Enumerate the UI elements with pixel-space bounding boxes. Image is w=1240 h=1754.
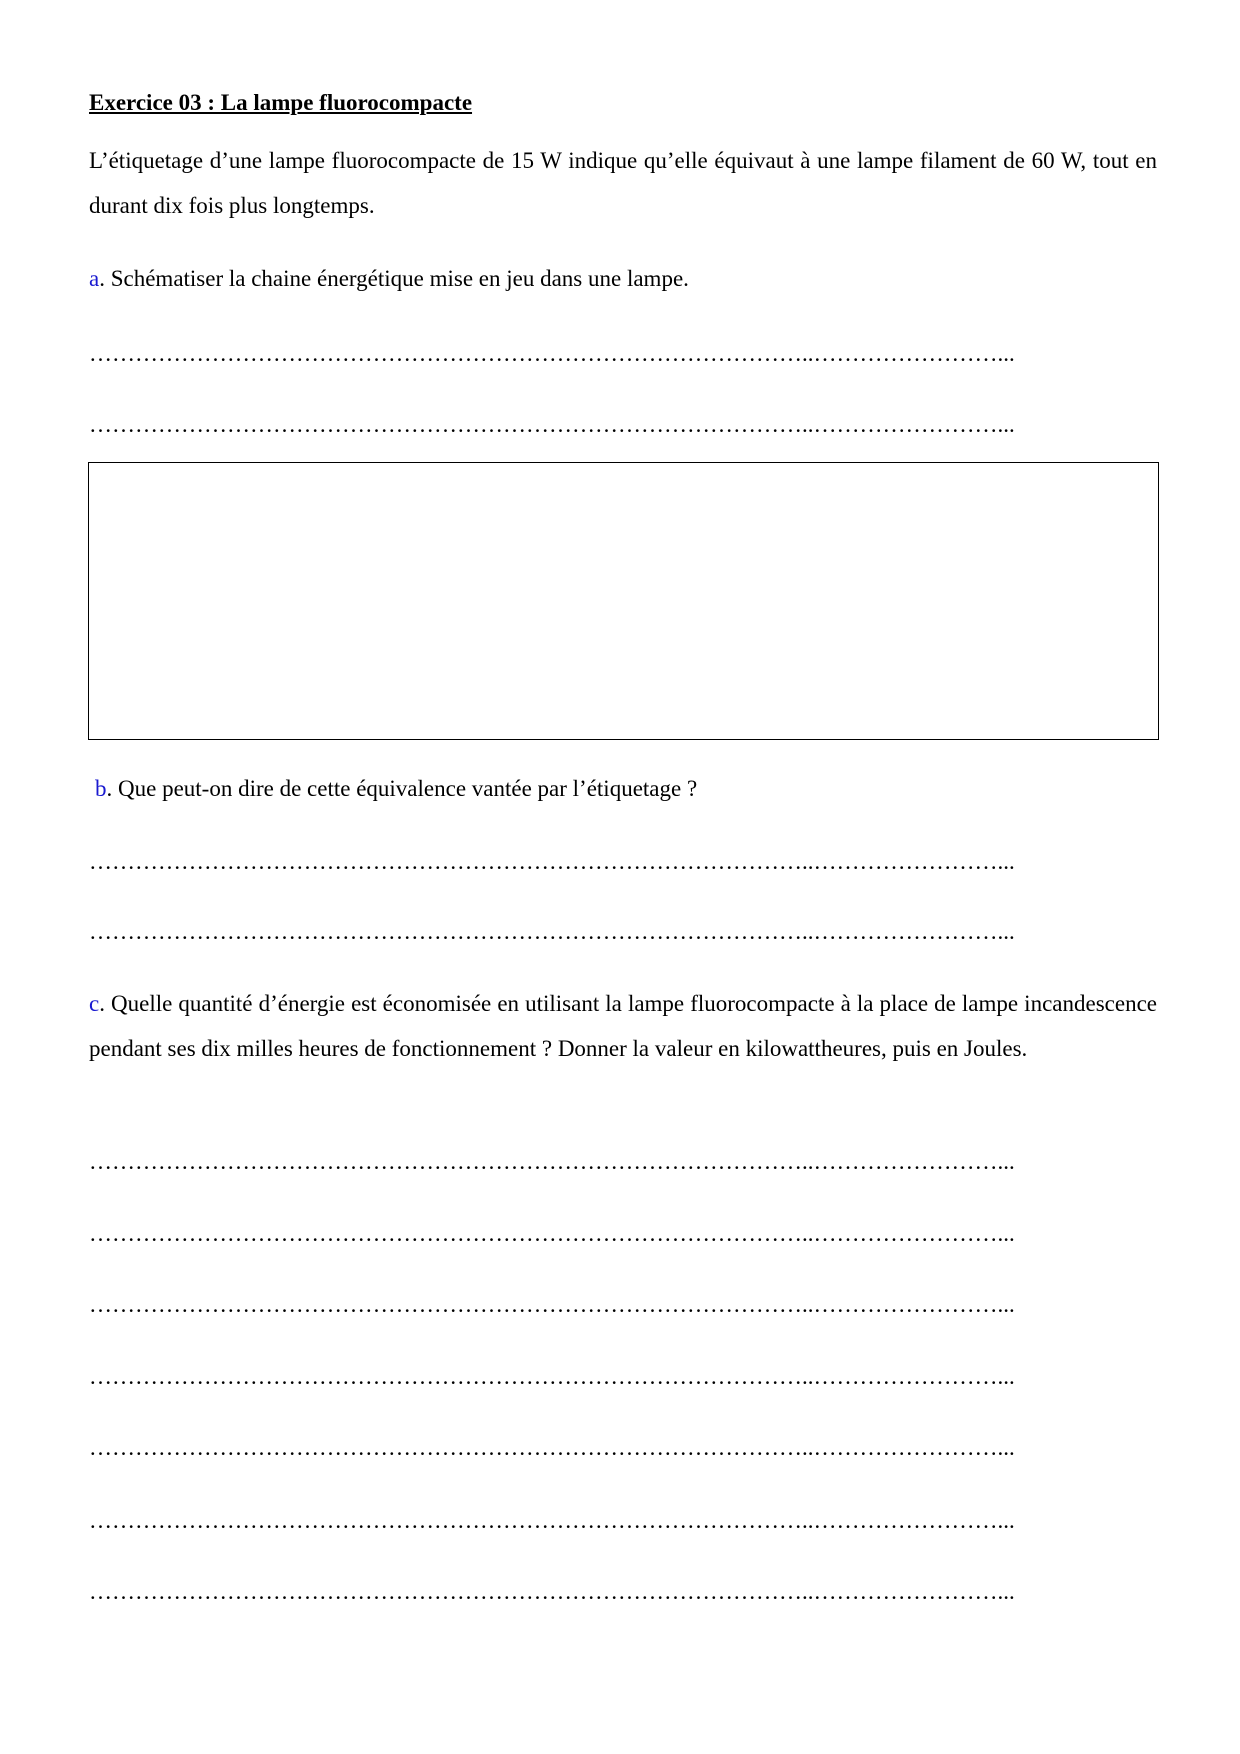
answer-line[interactable]: …………………………………………………………………………………..……………………... [89,849,1015,874]
exercise-title: Exercice 03 : La lampe fluorocompacte [89,90,473,115]
answer-line[interactable]: …………………………………………………………………………………..……………………... [89,919,1015,944]
answer-line[interactable]: …………………………………………………………………………………..……………………... [89,412,1015,437]
answer-line[interactable]: …………………………………………………………………………………..……………………... [89,341,1015,366]
question-c [89,981,1157,1071]
question-letter: c [89,991,100,1016]
answer-line[interactable]: …………………………………………………………………………………..……………………... [89,1508,1015,1533]
question-text: . Quelle quantité d’énergie est économisée en utilisant la lampe fluorocompacte à la place de lampe incandescence pendant ses dix milles heures de fonctionnement ? Donner la valeur en kilowattheures, puis en Joules. [89,991,1157,1061]
question-text: . Que peut-on dire de cette équivalence vantée par l’étiquetage ? [106,776,698,801]
diagram-answer-box[interactable] [88,462,1159,740]
answer-line[interactable]: …………………………………………………………………………………..……………………... [89,1149,1015,1174]
answer-line[interactable]: …………………………………………………………………………………..……………………... [89,1579,1015,1604]
question-b [95,766,1163,811]
answer-line[interactable]: …………………………………………………………………………………..……………………... [89,1292,1015,1317]
question-letter: b [95,776,107,801]
question-a [89,256,1157,301]
exercise-intro: L’étiquetage d’une lampe fluorocompacte de 15 W indique qu’elle équivaut à une lampe filament de 60 W, tout en durant dix fois plus longtemps. [89,148,1157,218]
answer-line[interactable]: …………………………………………………………………………………..……………………... [89,1435,1015,1460]
answer-line[interactable]: …………………………………………………………………………………..……………………... [89,1364,1015,1389]
question-letter: a [89,266,100,291]
question-text: . Schématiser la chaine énergétique mise en jeu dans une lampe. [99,266,689,291]
answer-line[interactable]: …………………………………………………………………………………..……………………... [89,1221,1015,1246]
